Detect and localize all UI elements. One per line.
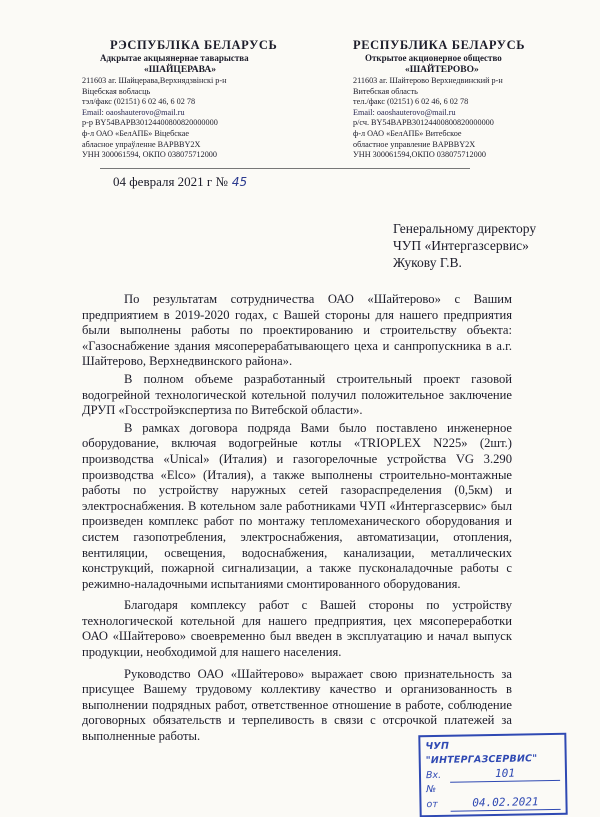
stamp-date: 04.02.2021: [450, 795, 560, 812]
stamp-incoming-number: 101: [450, 766, 560, 783]
paragraph-works: В рамках договора подряда Вами было поставлено инженерное оборудование, включая водогрейные котлы «TRIOPLEX N225» (2шт.) производства «Unical» (Италия) и газогорелочные устройства VG 3.290 производства «Elco» (Италия), а также выполнены строительно-монтажные работы по устройству наружных сетей газораспределения (0,5км) и электроснабжения. В котельном зале работниками ЧУП «Интергазсервис» был произведен комплекс работ по монтажу тепломеханического оборудования и систем газопотребления, электроснабжения, автоматизации, отопления, вентиляции, освещения, водоснабжения, канализации, металлических конструкций, пожарной сигнализации, а также пусконаладочные работы с режимно-наладочными испытаниями смонтированного оборудования.: [82, 420, 512, 591]
paragraph-cooperation: По результатам сотрудничества ОАО «Шайтерово» с Вашим предприятием в 2019-2020 годах, с Вашей стороны для нашего предприятия были выполнены работы по проектированию и строительству объекта: «Газоснабжение здания мясоперерабатывающего цеха и санпропускника в а.г. Шайтерово, Верхнедвинского района».: [82, 292, 512, 369]
addressee-position: Генеральному директору: [393, 221, 537, 236]
letterhead-belarusian: [82, 38, 297, 161]
phone-line: тэл/факс (02151) 6 02 46, 6 02 78: [82, 97, 196, 107]
stamp-incoming-label: Вх.№: [425, 769, 442, 796]
bank-dept-line: абласное упраўленне BAPBBY2X: [82, 139, 201, 149]
org-type: Открытое акционерное общество: [365, 53, 502, 63]
letter-date: 04 февраля 2021 г №: [113, 174, 228, 189]
region-line: Віцебская вобласць: [82, 86, 151, 96]
addressee-block: [393, 220, 536, 271]
bank-line: ф-л ОАО «БелАПБ» Витебское: [353, 128, 462, 138]
address-line: 211603 аг. Шайтерово Верхнедвинский р-н: [353, 76, 503, 85]
org-name: «ШАЙТЕРОВО»: [405, 65, 479, 75]
tax-id-line: УНН 300061594,ОКПО 038075712000: [353, 150, 486, 160]
addressee-company: ЧУП «Интергазсервис»: [393, 238, 529, 253]
address-line: 211603 аг. Шайцерава,Верхнядзвінскі р-н: [82, 76, 227, 85]
phone-line: тел./факс (02151) 6 02 46, 6 02 78: [353, 97, 469, 107]
tax-id-line: УНН 300061594, ОКПО 038075712000: [82, 150, 217, 160]
addressee-name: Жукову Г.В.: [393, 255, 462, 270]
bank-line: ф-л ОАО «БелАПБ» Віцебскае: [82, 128, 189, 138]
org-name: «ШАЙЦЕРАВА»: [144, 65, 216, 75]
account-line: р/сч. BY54BAPB30124400800820000000: [353, 118, 494, 128]
paragraph-gratitude: Руководство ОАО «Шайтерово» выражает свою признательность за присущее Вашему трудовому коллективу качество и организованность в выполнении подрядных работ, ответственное отношение в работе, соблюдение договорных обязательств и терпеливость в связи с отсрочкой платежей за выполненные работы.: [82, 666, 512, 744]
stamp-date-row: [426, 795, 560, 812]
email-line: Email: oaoshauterovo@mail.ru: [353, 107, 456, 117]
country-name: РЭСПУБЛІКА БЕЛАРУСЬ: [110, 38, 278, 52]
bank-dept-line: областное управление BAPBBY2X: [353, 139, 476, 149]
stamp-date-label: от: [426, 798, 438, 811]
stamp-title: ЧУП "ИНТЕРГАЗСЕРВИС": [425, 740, 538, 767]
stamp-incoming-row: [426, 766, 560, 797]
outgoing-number: 45: [231, 175, 248, 189]
org-type: Адкрытае акцыянернае таварыства: [100, 53, 249, 63]
account-line: р-р BY54BAPB30124400800820000000: [82, 118, 218, 128]
paragraph-result: Благодаря комплексу работ с Вашей стороны по устройству технологической котельной для нашего предприятия, цех мясопереработки ОАО «Шайтерово» своевременно был введен в эксплуатацию и начал выпуск продукции, необходимой для нашего населения.: [82, 598, 512, 660]
letter-body: [82, 292, 512, 747]
incoming-stamp: [418, 733, 567, 817]
paragraph-project: В полном объеме разработанный строительный проект газовой водогрейной технологической котельной получил положительное заключение ДРУП «Госстройэкспертиза по Витебской области».: [82, 371, 512, 418]
email-line: Email: oaoshauterovo@mail.ru: [82, 107, 185, 117]
country-name: РЕСПУБЛИКА БЕЛАРУСЬ: [353, 38, 526, 52]
letterhead-russian: [345, 38, 570, 161]
date-line: [113, 174, 247, 190]
header-divider: [100, 168, 470, 169]
region-line: Витебская область: [353, 86, 418, 96]
